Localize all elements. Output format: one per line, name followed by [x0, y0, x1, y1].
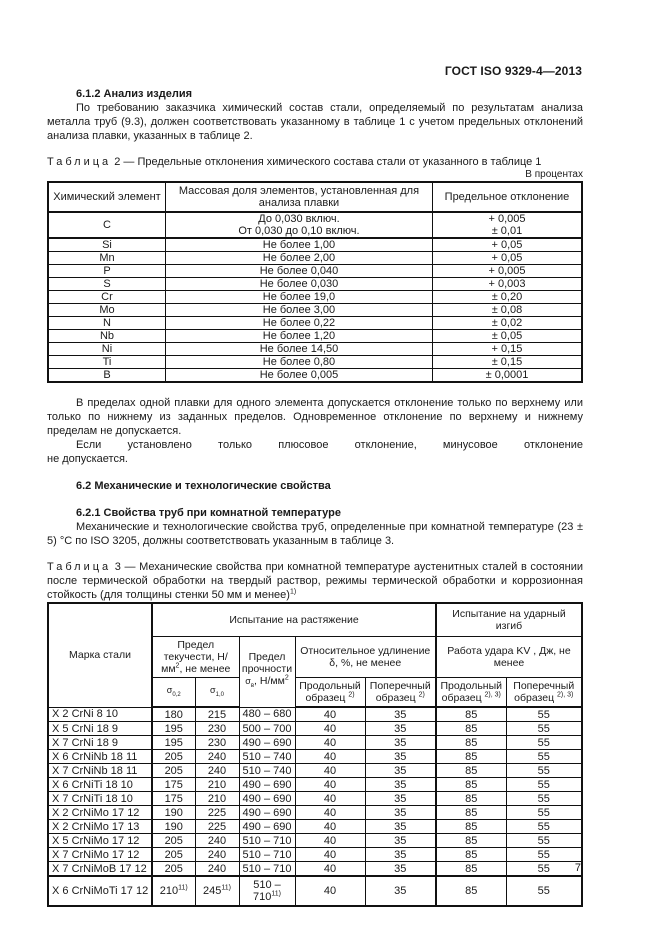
tensile-cell: 510 – 740: [239, 750, 295, 764]
table-2-units: В процентах: [525, 169, 583, 180]
elong-trans-cell: 35: [365, 722, 436, 736]
sigma-symbol: $\sigma_в$: [245, 676, 255, 690]
content-line: От 0,030 до 0,10 включ.: [238, 225, 360, 237]
header-impact-test: Испытание на ударный изгиб: [436, 603, 582, 637]
table-row: [48, 343, 582, 356]
deviation-cell: ± 0,20: [432, 291, 582, 304]
sigma-10-cell: 240: [195, 764, 239, 778]
table-row-last: [48, 876, 582, 906]
section-6-2-title: 6.2 Механические и технологические свойства: [76, 480, 331, 492]
table-row: [48, 278, 582, 291]
deviation-cell: + 0,005: [432, 265, 582, 278]
deviation-cell: ± 0,0001: [432, 369, 582, 383]
tensile-cell: 490 – 690: [239, 736, 295, 750]
kv-long-cell: 85: [436, 806, 506, 820]
elong-long-cell: 40: [295, 876, 365, 906]
kv-long-cell: 85: [436, 707, 506, 722]
table-2-caption-number: 2: [114, 156, 121, 168]
tensile-cell: 510 – 710: [239, 834, 295, 848]
kv-long-cell: 85: [436, 778, 506, 792]
table-row: [48, 806, 582, 820]
sigma-02-cell: 205: [152, 862, 195, 877]
deviation-cell: ± 0,08: [432, 304, 582, 317]
deviation-line: + 0,005: [488, 213, 526, 225]
deviation-cell: + 0,05: [432, 252, 582, 265]
tensile-cell: 490 – 690: [239, 778, 295, 792]
section-6-2-1-title: 6.2.1 Свойства труб при комнатной температуре: [76, 507, 341, 519]
kv-trans-cell: 55: [506, 834, 582, 848]
grade-cell: X 5 CrNi 18 9: [48, 722, 152, 736]
element-cell: S: [48, 278, 165, 291]
deviation-cell: [432, 212, 582, 238]
table-row: [48, 265, 582, 278]
table-row: [48, 764, 582, 778]
kv-long-cell: 85: [436, 862, 506, 877]
sigma-02-cell: 205: [152, 834, 195, 848]
sigma-10-cell: 240: [195, 862, 239, 877]
elong-trans-cell: 35: [365, 848, 436, 862]
header-trans-sample-impact: Поперечный образец $^{2), 3)}$: [506, 678, 582, 708]
deviation-cell: ± 0,05: [432, 330, 582, 343]
sigma-10-cell: 225: [195, 806, 239, 820]
sigma-02-cell: 175: [152, 778, 195, 792]
table-2-header-row: [48, 182, 582, 212]
tensile-cell: 510 – 710: [239, 862, 295, 877]
elong-trans-cell: 35: [365, 862, 436, 877]
kv-trans-cell: 55: [506, 820, 582, 834]
element-cell: Mn: [48, 252, 165, 265]
elong-long-cell: 40: [295, 778, 365, 792]
table-3-caption-text: — Механические свойства при комнатной температуре аустенитных сталей в состоянии после термической обработки на твердый раствор, режимы термической обработки и коррозионная стойкость (для толщины стенки 50 мм и менее): [47, 561, 583, 601]
elong-long-cell: 40: [295, 834, 365, 848]
grade-cell: X 7 CrNi 18 9: [48, 736, 152, 750]
deviation-cell: + 0,05: [432, 238, 582, 252]
table-row: [48, 722, 582, 736]
sigma-10-cell: 230: [195, 722, 239, 736]
elong-long-cell: 40: [295, 820, 365, 834]
table-row: [48, 820, 582, 834]
header-text: Работа удара KV , Дж, не менее: [447, 645, 571, 669]
page-content: [47, 87, 583, 907]
tensile-cell: 490 – 690: [239, 806, 295, 820]
tensile-cell: 490 – 690: [239, 792, 295, 806]
deviation-cell: ± 0,15: [432, 356, 582, 369]
header-yield-strength: [152, 637, 239, 678]
element-cell: N: [48, 317, 165, 330]
table-row: [48, 707, 582, 722]
table-row: [48, 291, 582, 304]
table-2-header-content: Массовая доля элементов, установленная для анализа плавки: [165, 182, 432, 212]
header-steel-grade: Марка стали: [48, 603, 152, 707]
section-6-1-2-paragraph: По требованию заказчика химический состав стали, определяемый по результатам анализа металла труб (9.3), должен соответствовать указанному в таблице 1 с учетом предельных отклонений анализа плавки, указанных в таблице 2.: [47, 102, 583, 142]
kv-trans-cell: 55: [506, 736, 582, 750]
kv-trans-cell: 55: [506, 707, 582, 722]
deviation-cell: + 0,15: [432, 343, 582, 356]
header-units: $\sigma_в$, $Н/мм^2$: [245, 674, 289, 690]
table-row: [48, 238, 582, 252]
grade-cell: X 6 CrNiMoTi 17 12: [48, 876, 152, 906]
element-cell: Mo: [48, 304, 165, 317]
table-row: [48, 792, 582, 806]
kv-long-cell: 85: [436, 834, 506, 848]
table-3-header-row-1: [48, 603, 582, 637]
elong-trans-cell: 35: [365, 876, 436, 906]
header-sigma-0-2: $\sigma_{0,2}$: [152, 678, 195, 708]
table-2-caption-label: Таблица: [47, 156, 112, 168]
elong-long-cell: 40: [295, 707, 365, 722]
sigma-02-cell: 205: [152, 750, 195, 764]
header-tensile-strength: [239, 637, 295, 708]
grade-cell: X 7 CrNiMo 17 12: [48, 848, 152, 862]
sigma-10-cell: 210: [195, 778, 239, 792]
content-cell: Не более 1,00: [165, 238, 432, 252]
kv-trans-cell: 55: [506, 722, 582, 736]
elong-long-cell: 40: [295, 736, 365, 750]
table-row: [48, 834, 582, 848]
table-row: [48, 330, 582, 343]
elong-trans-cell: 35: [365, 750, 436, 764]
table-2-header-deviation: Предельное отклонение: [432, 182, 582, 212]
deviation-cell: + 0,003: [432, 278, 582, 291]
kv-long-cell: 85: [436, 750, 506, 764]
table-2-deviations: [47, 181, 583, 383]
kv-long-cell: 85: [436, 736, 506, 750]
table-row: [48, 750, 582, 764]
elong-trans-cell: 35: [365, 707, 436, 722]
kv-trans-cell: 55: [506, 778, 582, 792]
element-cell: Ti: [48, 356, 165, 369]
table-row: [48, 736, 582, 750]
table-row: [48, 304, 582, 317]
table-row: [48, 369, 582, 383]
content-line: До 0,030 включ.: [258, 213, 340, 225]
content-cell: Не более 19,0: [165, 291, 432, 304]
grade-cell: X 2 CrNiMo 17 12: [48, 806, 152, 820]
grade-cell: X 5 CrNiMo 17 12: [48, 834, 152, 848]
table-2-caption: [47, 155, 583, 169]
element-cell: B: [48, 369, 165, 383]
table-3-body: [48, 707, 582, 906]
sigma-02-cell: 205: [152, 848, 195, 862]
table-3-caption-label: Таблица: [47, 561, 112, 573]
content-cell: Не более 14,50: [165, 343, 432, 356]
tensile-cell: 490 – 690: [239, 820, 295, 834]
elong-trans-cell: 35: [365, 820, 436, 834]
table-row: [48, 317, 582, 330]
table-3-mechanical-properties: [47, 602, 583, 907]
elong-trans-cell: 35: [365, 764, 436, 778]
table-row: [48, 778, 582, 792]
header-long-sample-impact: Продольный образец $^{2), 3)}$: [436, 678, 506, 708]
header-text: Предел текучести, Н/мм: [161, 639, 228, 675]
kv-trans-cell: 55: [506, 750, 582, 764]
tensile-cell: 500 – 700: [239, 722, 295, 736]
kv-trans-cell: 55: [506, 806, 582, 820]
tensile-cell: 510 – 740: [239, 764, 295, 778]
header-sigma-1-0: $\sigma_{1,0}$: [195, 678, 239, 708]
kv-long-cell: 85: [436, 848, 506, 862]
element-cell: P: [48, 265, 165, 278]
deviation-cell: ± 0,02: [432, 317, 582, 330]
elong-long-cell: 40: [295, 792, 365, 806]
element-cell: Cr: [48, 291, 165, 304]
kv-trans-cell: 55: [506, 764, 582, 778]
content-cell: Не более 2,00: [165, 252, 432, 265]
grade-cell: X 6 CrNiNb 18 11: [48, 750, 152, 764]
content-cell: Не более 0,22: [165, 317, 432, 330]
grade-cell: X 6 CrNiTi 18 10: [48, 778, 152, 792]
sigma-02-cell: 195: [152, 736, 195, 750]
elong-trans-cell: 35: [365, 736, 436, 750]
kv-trans-cell: 55: [506, 862, 582, 877]
sigma-10-cell: 240: [195, 848, 239, 862]
sigma-02-cell: 180: [152, 707, 195, 722]
kv-trans-cell: 55: [506, 792, 582, 806]
note-paragraph-2-line-2: не допускается.: [47, 453, 128, 465]
elong-long-cell: 40: [295, 806, 365, 820]
sigma-02-cell: 190: [152, 820, 195, 834]
sigma-02-cell: 175: [152, 792, 195, 806]
deviation-line: ± 0,01: [491, 225, 523, 237]
tensile-cell: 510 – 710$^{11)}$: [239, 876, 295, 906]
content-cell: Не более 0,030: [165, 278, 432, 291]
document-id-header: ГОСТ ISO 9329-4—2013: [444, 64, 582, 78]
header-tensile-test: Испытание на растяжение: [152, 603, 436, 637]
kv-long-cell: 85: [436, 764, 506, 778]
kv-long-cell: 85: [436, 722, 506, 736]
elong-trans-cell: 35: [365, 792, 436, 806]
sigma-10-cell: 225: [195, 820, 239, 834]
sigma-02-cell: 190: [152, 806, 195, 820]
elong-trans-cell: 35: [365, 806, 436, 820]
grade-cell: X 7 CrNiNb 18 11: [48, 764, 152, 778]
header-impact-work: [436, 637, 582, 678]
element-cell: Ni: [48, 343, 165, 356]
sigma-10-cell: 240: [195, 750, 239, 764]
content-cell: Не более 0,80: [165, 356, 432, 369]
kv-long-cell: 85: [436, 876, 506, 906]
kv-trans-cell: 55: [506, 848, 582, 862]
header-text: , не менее: [179, 663, 231, 675]
footnote-ref: 1): [289, 588, 297, 596]
section-6-2-1-paragraph: Механические и технологические свойства труб, определенные при комнатной температуре (23 ± 5) °С по ISO 3205, должны соответствовать указанным в таблице 3.: [47, 521, 583, 547]
table-2-header-element: Химический элемент: [48, 182, 165, 212]
content-cell: Не более 0,005: [165, 369, 432, 383]
table-row: [48, 212, 582, 238]
content-cell: Не более 1,20: [165, 330, 432, 343]
grade-cell: X 2 CrNi 8 10: [48, 707, 152, 722]
elong-long-cell: 40: [295, 764, 365, 778]
table-row: [48, 252, 582, 265]
kv-long-cell: 85: [436, 820, 506, 834]
table-3-caption-number: 3: [114, 561, 121, 573]
table-row: [48, 862, 582, 877]
tensile-cell: 510 – 710: [239, 848, 295, 862]
note-paragraph-1: В пределах одной плавки для одного элемента допускается отклонение только по верхнему или только по нижнему из заданных пределов. Одновременное отклонение по верхнему и нижнему пределам не допускается.: [47, 397, 583, 437]
elong-trans-cell: 35: [365, 778, 436, 792]
superscript: 2: [175, 662, 180, 670]
header-long-sample-elongation: Продольный образец $^{2)}$: [295, 678, 365, 708]
element-cell: C: [48, 212, 165, 238]
header-elongation: Относительное удлинение δ, %, не менее: [295, 637, 436, 678]
sigma-10-cell: 240: [195, 834, 239, 848]
table-row: [48, 848, 582, 862]
sigma-02-cell: 210$^{11)}$: [152, 876, 195, 906]
elong-trans-cell: 35: [365, 834, 436, 848]
elong-long-cell: 40: [295, 750, 365, 764]
elong-long-cell: 40: [295, 862, 365, 877]
content-cell: [165, 212, 432, 238]
element-cell: Nb: [48, 330, 165, 343]
header-text: Предел прочности: [241, 651, 293, 676]
kv-trans-cell: 55: [506, 876, 582, 906]
sigma-02-cell: 195: [152, 722, 195, 736]
elong-long-cell: 40: [295, 722, 365, 736]
table-2-caption-text: — Предельные отклонения химического состава стали от указанного в таблице 1: [120, 156, 542, 168]
grade-cell: X 2 CrNiMo 17 13: [48, 820, 152, 834]
tensile-cell: 480 – 680: [239, 707, 295, 722]
sigma-10-cell: 230: [195, 736, 239, 750]
kv-long-cell: 85: [436, 792, 506, 806]
content-cell: Не более 0,040: [165, 265, 432, 278]
section-6-1-2-title: 6.1.2 Анализ изделия: [76, 88, 192, 100]
sigma-10-cell: 245$^{11)}$: [195, 876, 239, 906]
table-3-caption: [47, 560, 583, 602]
sigma-10-cell: 210: [195, 792, 239, 806]
content-cell: Не более 3,00: [165, 304, 432, 317]
table-row: [48, 356, 582, 369]
elong-long-cell: 40: [295, 848, 365, 862]
note-paragraph-2-line-1: Если установлено только плюсовое отклонение, минусовое отклонение: [76, 439, 583, 451]
grade-cell: X 7 CrNiMoB 17 12: [48, 862, 152, 877]
header-trans-sample-elongation: Поперечный образец $^{2)}$: [365, 678, 436, 708]
element-cell: Si: [48, 238, 165, 252]
sigma-10-cell: 215: [195, 707, 239, 722]
page-number: 7: [574, 862, 581, 874]
grade-cell: X 7 CrNiTi 18 10: [48, 792, 152, 806]
sigma-02-cell: 205: [152, 764, 195, 778]
